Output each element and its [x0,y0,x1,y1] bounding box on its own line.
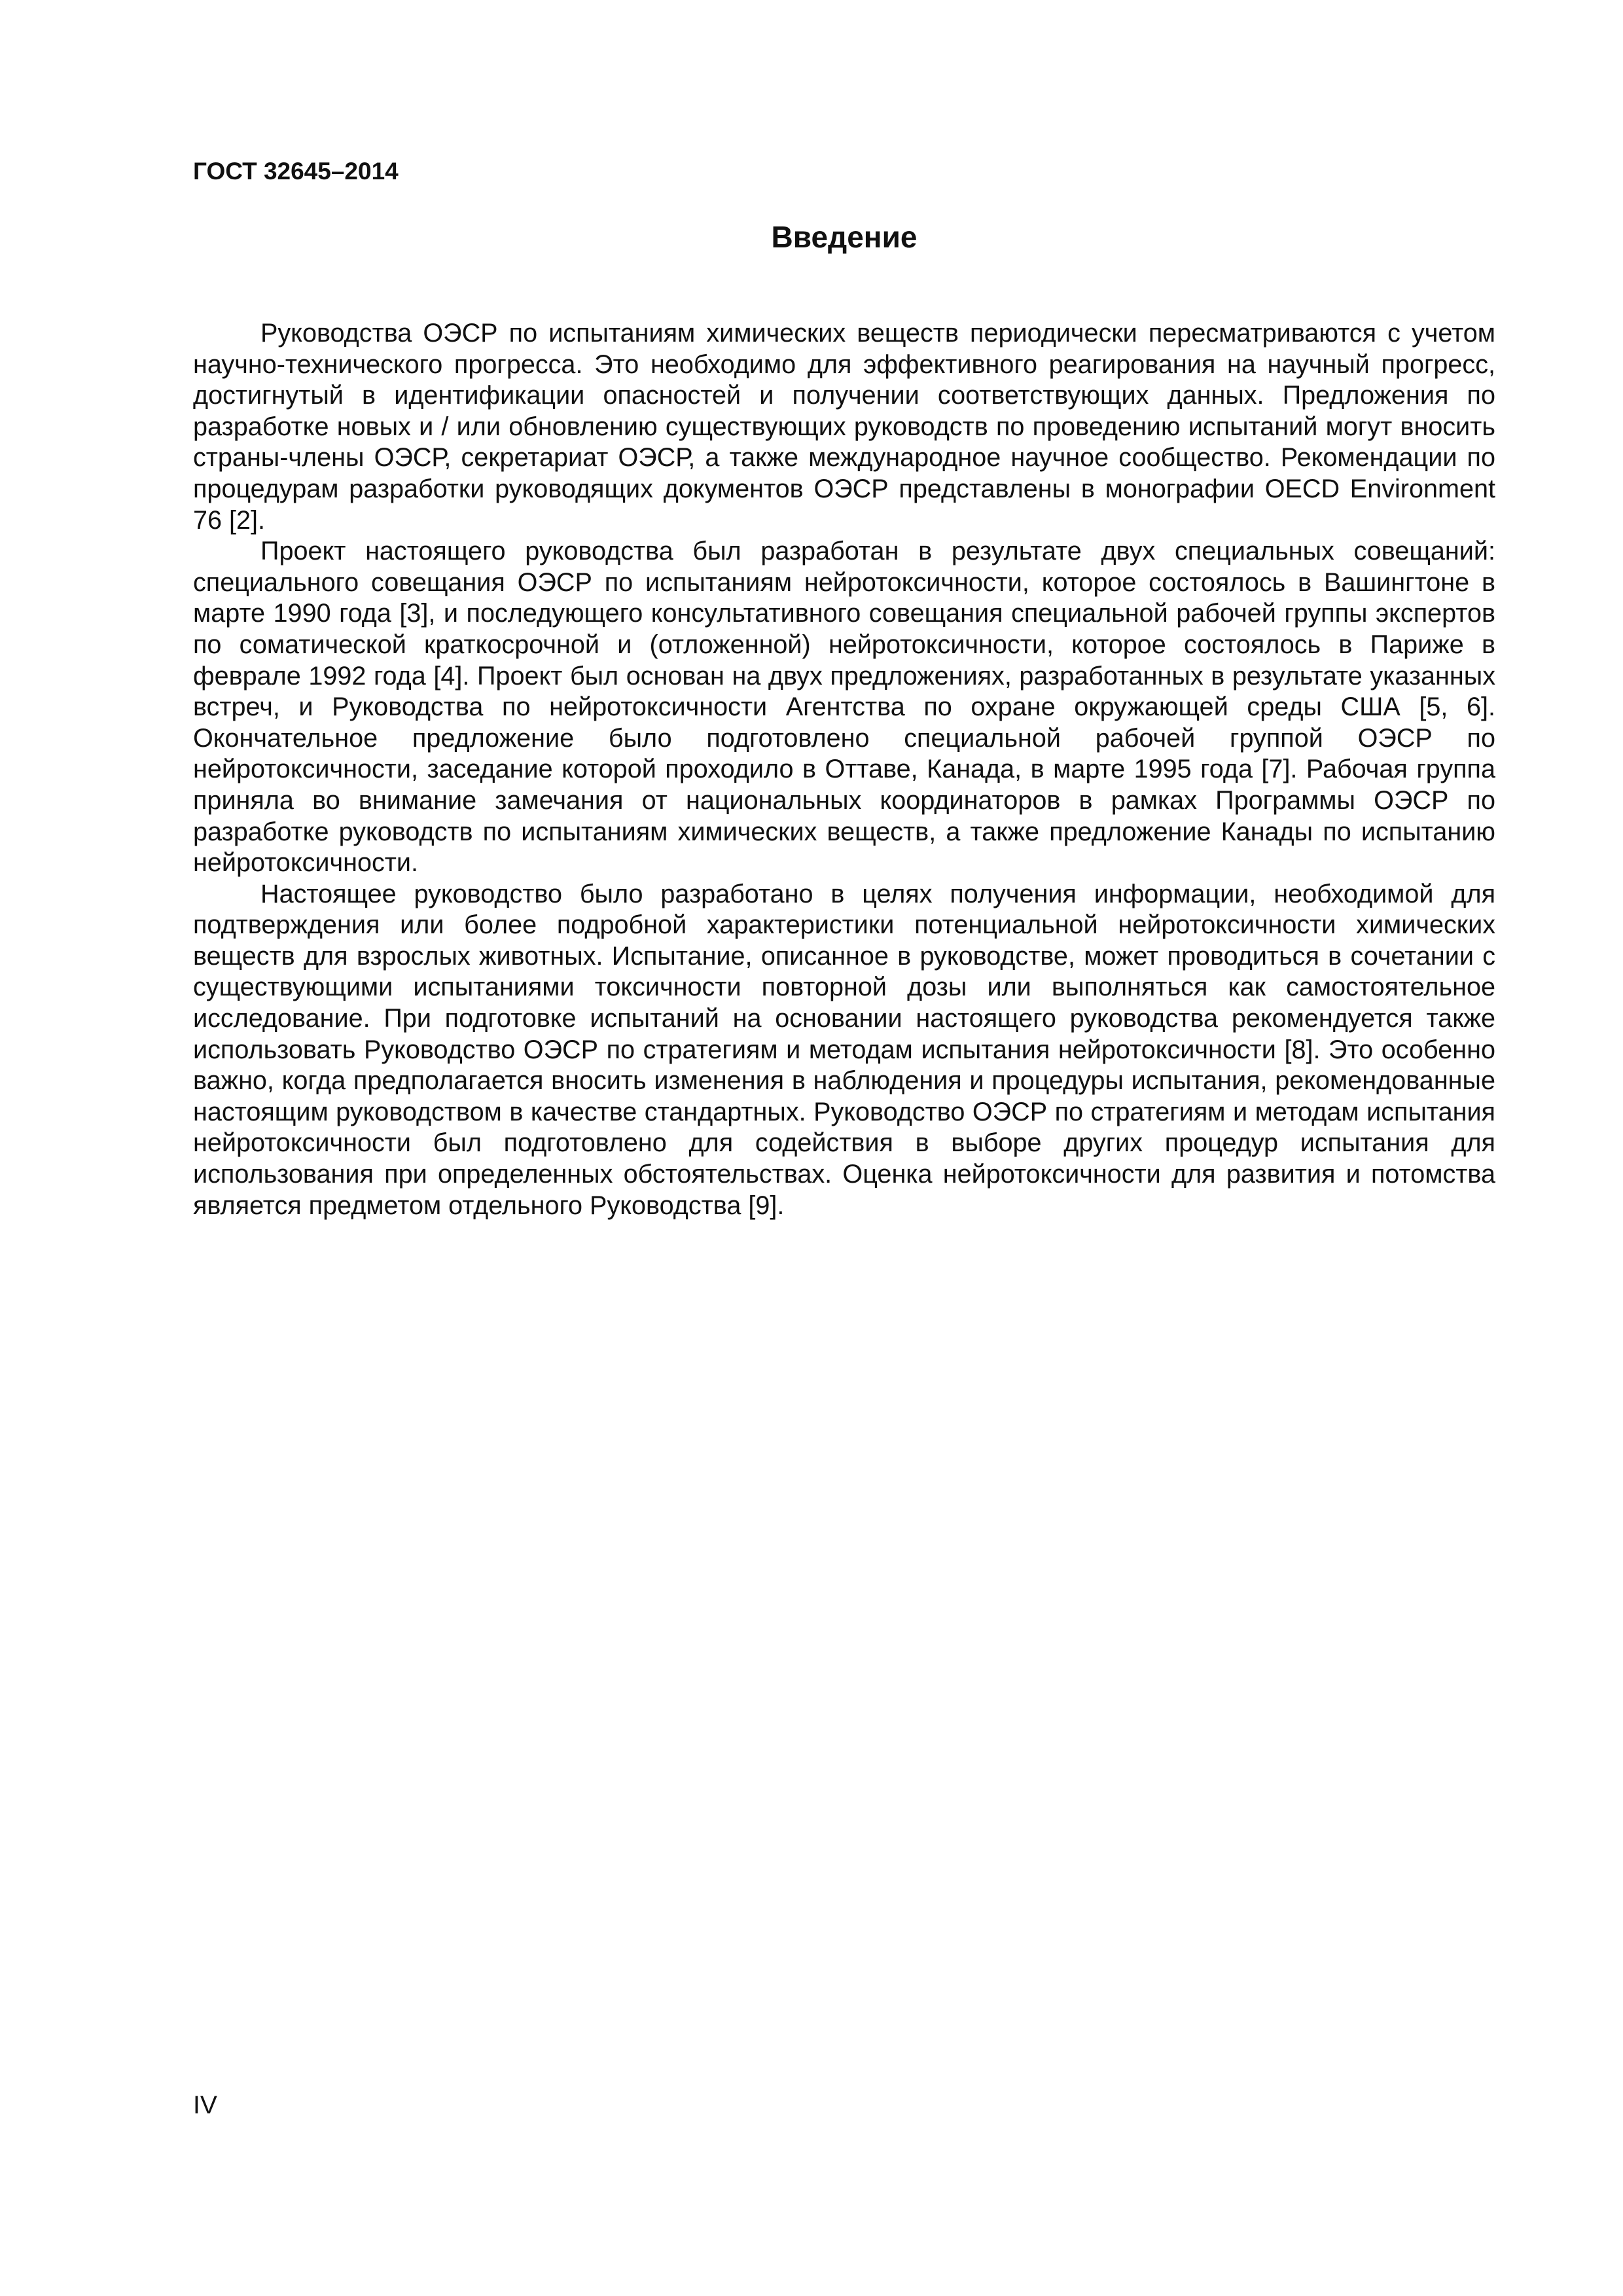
paragraph: Настоящее руководство было разработано в целях получения информации, необходимой для подтверждения или более подробной характеристики потенциальной нейротоксичности химических веществ для взрослых животных. Испытание, описанное в руководстве, может проводиться в сочетании с существующими испытаниями токсичности повторной дозы или выполняться как самостоятельное исследование. При подготовке испытаний на основании настоящего руководства рекомендуется также использовать Руководство ОЭСР по стратегиям и методам испытания нейротоксичности [8]. Это особенно важно, когда предполагается вносить изменения в наблюдения и процедуры испытания, рекомендованные настоящим руководством в качестве стандартных. Руководство ОЭСР по стратегиям и методам испытания нейротоксичности был подготовлено для содействия в выборе других процедур испытания для использования при определенных обстоятельствах. Оценка нейротоксичности для развития и потомства является предметом отдельного Руководства [9]. [193,879,1495,1220]
document-code-header: ГОСТ 32645–2014 [193,158,399,185]
page-number: IV [193,2091,217,2119]
section-title: Введение [771,220,918,254]
paragraph: Проект настоящего руководства был разработан в результате двух специальных совещаний: специального совещания ОЭСР по испытаниям нейротоксичности, которое состоялось в Вашингтоне в марте 1990 года [3], и последующего консультативного совещания специальной рабочей группы экспертов по соматической краткосрочной и (отложенной) нейротоксичности, которое состоялось в Париже в феврале 1992 года [4]. Проект был основан на двух предложениях, разработанных в результате указанных встреч, и Руководства по нейротоксичности Агентства по охране окружающей среды США [5, 6]. Окончательное предложение было подготовлено специальной рабочей группой ОЭСР по нейротоксичности, заседание которой проходило в Оттаве, Канада, в марте 1995 года [7]. Рабочая группа приняла во внимание замечания от национальных координаторов в рамках Программы ОЭСР по разработке руководств по испытаниям химических веществ, а также предложение Канады по испытанию нейротоксичности. [193,537,1495,878]
paragraph: Руководства ОЭСР по испытаниям химических веществ периодически пересматриваются с учетом научно-технического прогресса. Это необходимо для эффективного реагирования на научный прогресс, достигнутый в идентификации опасностей и получении соответствующих данных. Предложения по разработке новых и / или обновлению существующих руководств по проведению испытаний могут вносить страны-члены ОЭСР, секретариат ОЭСР, а также международное научное сообщество. Рекомендации по процедурам разработки руководящих документов ОЭСР представлены в монографии OECD Environment 76 [2]. [193,319,1495,535]
introduction-body [193,318,1495,1221]
